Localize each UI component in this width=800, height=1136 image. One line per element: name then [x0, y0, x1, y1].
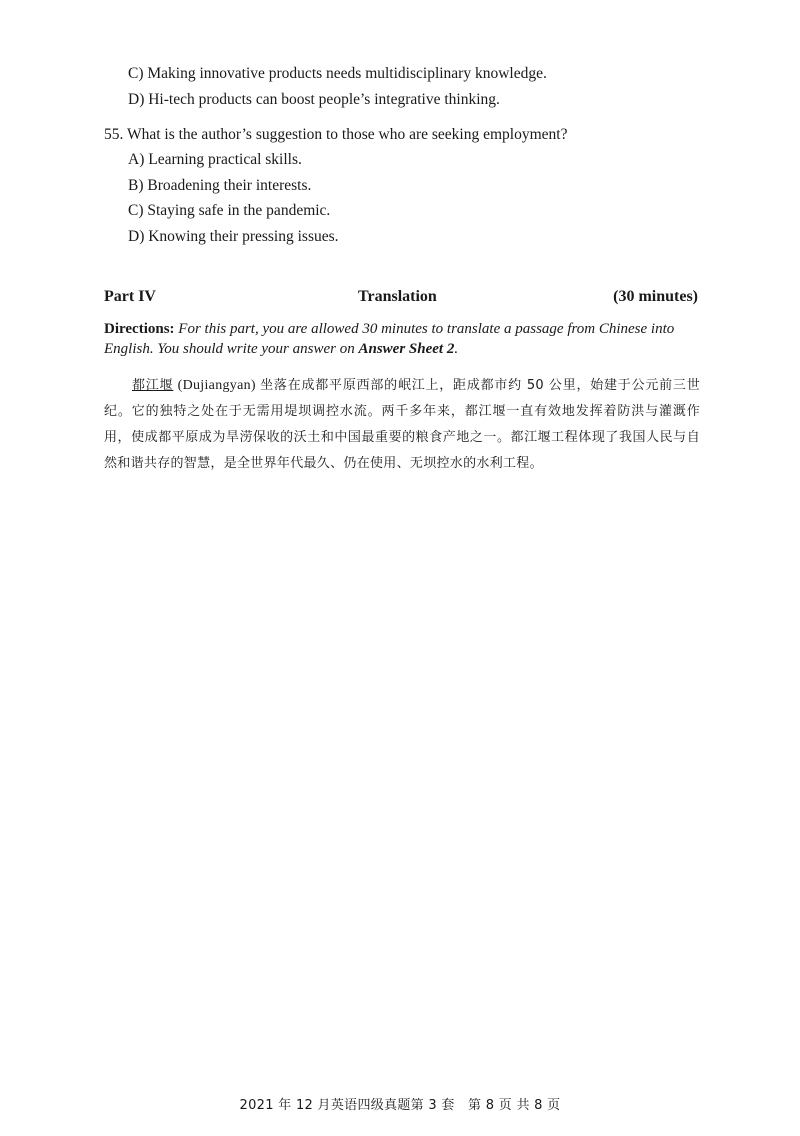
part-title: Translation	[358, 288, 437, 305]
prev-option-c: C) Making innovative products needs multidisciplinary knowledge.	[128, 65, 547, 82]
page-footer: 2021 年 12 月英语四级真题第 3 套 第 8 页 共 8 页	[239, 1098, 561, 1113]
question-55-option-c: C) Staying safe in the pandemic.	[128, 202, 331, 219]
passage-latin: (Dujiangyan)	[173, 378, 261, 393]
directions-answer-sheet: Answer Sheet 2	[358, 341, 455, 357]
prev-option-d: D) Hi-tech products can boost people’s integrative thinking.	[128, 91, 500, 108]
passage-term: 都江堰	[132, 378, 174, 393]
part-label: Part IV	[104, 288, 156, 305]
directions	[104, 319, 700, 359]
passage-body: 坐落在成都平原西部的岷江上，距成都市约 50 公里，始建于公元前三世纪。它的独特之处在于无需用堤坝调控水流。两千多年来，都江堰一直有效地发挥着防洪与灌溉作用，使成都平原成为旱涝保收的沃土和中国最重要的粮食产地之一。都江堰工程体现了我国人民与自然和谐共存的智慧，是全世界年代最久、仍在使用、无坝控水的水利工程。	[104, 378, 701, 471]
part-time: (30 minutes)	[613, 288, 698, 305]
directions-text: For this part, you are allowed 30 minutes to translate a passage from Chinese into English. You should write your answer on	[104, 321, 675, 357]
directions-end: .	[454, 341, 459, 357]
question-55-option-b: B) Broadening their interests.	[128, 177, 312, 194]
question-55-option-a: A) Learning practical skills.	[128, 151, 302, 168]
question-55-option-d: D) Knowing their pressing issues.	[128, 228, 339, 245]
directions-label: Directions:	[104, 321, 175, 337]
part-header	[104, 288, 698, 310]
question-55-stem: 55. What is the author’s suggestion to those who are seeking employment?	[104, 126, 568, 143]
translation-passage	[104, 373, 700, 477]
